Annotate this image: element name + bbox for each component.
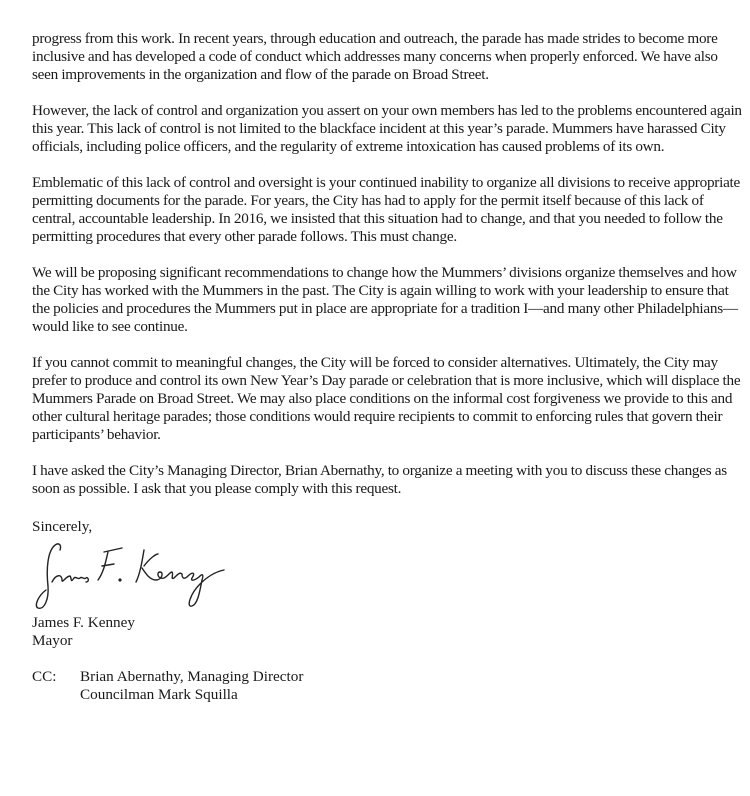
paragraph-permitting: Emblematic of this lack of control and oversight is your continued inability to organize all divisions to receive appropriate permitting documents for the parade. For years, the City has had to apply for the permit itself because of this lack of central, accountable leadership. In 2016, we insisted that this situation had to change, and that you needed to follow the permitting procedures that every other parade follows. This must change. — [32, 174, 741, 245]
cc-recipient: Brian Abernathy, Managing Director — [80, 668, 304, 685]
signature-icon — [32, 538, 232, 614]
paragraph-progress: progress from this work. In recent years, through education and outreach, the parade has made strides to become more inclusive and has developed a code of conduct which addresses many concerns when properly enforced. We have also seen improvements in the organization and flow of the parade on Broad Street. — [32, 30, 718, 83]
cc-recipient: Councilman Mark Squilla — [80, 686, 238, 703]
cc-label: CC: — [32, 668, 57, 685]
paragraph-alternatives: If you cannot commit to meaningful changes, the City will be forced to consider alternatives. Ultimately, the City may prefer to produce and control its own New Year’s Day parade or celebration that is more inclusive, which will displace the Mummers Parade on Broad Street. We may also place conditions on the informal cost forgiveness we provide to this and other cultural heritage parades; those conditions would require recipients to commit to enforcing rules that govern their participants’ behavior. — [32, 354, 741, 443]
paragraph-lack-of-control: However, the lack of control and organization you assert on your own members has led to the problems encountered again this year. This lack of control is not limited to the blackface incident at this year’s parade. Mummers have harassed City officials, including police officers, and the regularity of extreme intoxication has caused problems of its own. — [32, 102, 742, 155]
closing-salutation: Sincerely, — [32, 518, 93, 535]
paragraph-meeting-request: I have asked the City’s Managing Director, Brian Abernathy, to organize a meeting with you to discuss these changes as soon as possible. I ask that you please comply with this request. — [32, 462, 727, 497]
signer-name: James F. Kenney — [32, 614, 135, 631]
signer-title: Mayor — [32, 632, 73, 649]
cc-recipients — [80, 668, 303, 704]
cc-block — [32, 668, 744, 704]
letter-page — [32, 30, 744, 704]
paragraph-recommendations: We will be proposing significant recommendations to change how the Mummers’ divisions organize themselves and how the City has worked with the Mummers in the past. The City is again willing to work with your leadership to ensure that the policies and procedures the Mummers put in place are appropriate for a tradition I—and many other Philadelphians—would like to see continue. — [32, 264, 738, 335]
